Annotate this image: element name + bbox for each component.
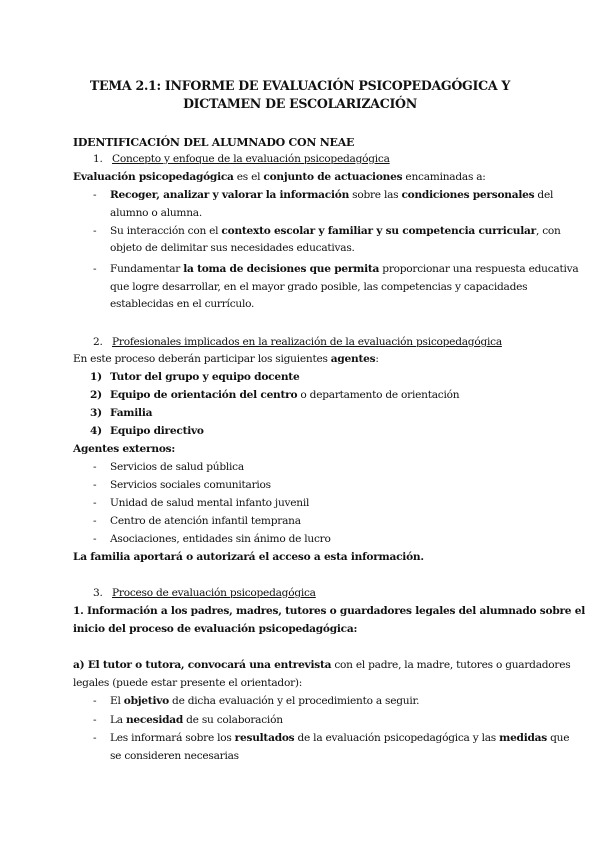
bullet-dash: -	[93, 533, 97, 545]
agent-number: 1)	[90, 371, 102, 383]
bullet-dash: -	[93, 263, 97, 275]
agent-number: 4)	[90, 425, 102, 437]
agent-item: Equipo de orientación del centro o departamento de orientación	[110, 389, 460, 401]
bullet-dash: -	[93, 695, 97, 707]
external-agent-item: Servicios de salud pública	[110, 461, 244, 473]
agent-item: Familia	[110, 407, 153, 419]
s3-a-item3: Les informará sobre los resultados de la evaluación psicopedagógica y las medidas que	[110, 732, 570, 744]
agent-number: 3)	[90, 407, 102, 419]
external-agent-item: Servicios sociales comunitarios	[110, 479, 271, 491]
s1-item1-cont: alumno o alumna.	[110, 207, 202, 219]
bullet-dash: -	[93, 714, 97, 726]
s3-number: 3.	[93, 587, 103, 599]
s3-a-item1: El objetivo de dicha evaluación y el procedimiento a seguir.	[110, 695, 420, 707]
s1-item3: Fundamentar la toma de decisiones que permita proporcionar una respuesta educativa	[110, 263, 579, 275]
s1-number: 1.	[93, 153, 103, 165]
family-note: La familia aportará o autorizará el acceso a esta información.	[73, 551, 424, 563]
s1-item2-cont: objeto de delimitar sus necesidades educativas.	[110, 242, 355, 254]
bullet-dash: -	[93, 732, 97, 744]
s2-intro: En este proceso deberán participar los siguientes agentes:	[73, 353, 379, 365]
s3-point1-line1: 1. Información a los padres, madres, tutores o guardadores legales del alumnado sobre el	[73, 605, 586, 617]
agent-number: 2)	[90, 389, 102, 401]
document-title-line2: DICTAMEN DE ESCOLARIZACIÓN	[183, 96, 417, 111]
s3-point1-line2: inicio del proceso de evaluación psicopedagógica:	[73, 623, 358, 635]
s1-item3-cont2: establecidas en el currículo.	[110, 298, 255, 310]
bullet-dash: -	[93, 461, 97, 473]
section-heading: IDENTIFICACIÓN DEL ALUMNADO CON NEAE	[73, 136, 355, 149]
s1-item2: Su interacción con el contexto escolar y familiar y su competencia curricular, con	[110, 225, 561, 237]
s3-a-line1: a) El tutor o tutora, convocará una entrevista con el padre, la madre, tutores o guardadores	[73, 659, 571, 671]
bullet-dash: -	[93, 189, 97, 201]
agent-item: Equipo directivo	[110, 425, 204, 437]
external-agent-item: Centro de atención infantil temprana	[110, 515, 301, 527]
s2-number: 2.	[93, 336, 103, 348]
agent-item: Tutor del grupo y equipo docente	[110, 371, 300, 383]
s1-intro: Evaluación psicopedagógica es el conjunto de actuaciones encaminadas a:	[73, 171, 486, 183]
bullet-dash: -	[93, 497, 97, 509]
external-agent-item: Asociaciones, entidades sin ánimo de lucro	[110, 533, 331, 545]
bullet-dash: -	[93, 515, 97, 527]
s3-a-item3-cont: se consideren necesarias	[110, 750, 239, 762]
external-agent-item: Unidad de salud mental infanto juvenil	[110, 497, 310, 509]
s3-a-item2: La necesidad de su colaboración	[110, 714, 283, 726]
bullet-dash: -	[93, 479, 97, 491]
s1-heading: Concepto y enfoque de la evaluación psicopedagógica	[112, 153, 390, 165]
s1-item1: Recoger, analizar y valorar la información sobre las condiciones personales del	[110, 189, 554, 201]
s3-heading: Proceso de evaluación psicopedagógica	[112, 587, 316, 599]
s1-item3-cont1: que logre desarrollar, en el mayor grado posible, las competencias y capacidades	[110, 281, 528, 293]
s3-a-line2: legales (puede estar presente el orientador):	[73, 677, 303, 689]
bullet-dash: -	[93, 225, 97, 237]
document-title-line1: TEMA 2.1: INFORME DE EVALUACIÓN PSICOPEDAGÓGICA Y	[89, 78, 511, 93]
external-agents-heading: Agentes externos:	[73, 443, 176, 455]
s2-heading: Profesionales implicados en la realización de la evaluación psicopedagógica	[112, 336, 502, 348]
